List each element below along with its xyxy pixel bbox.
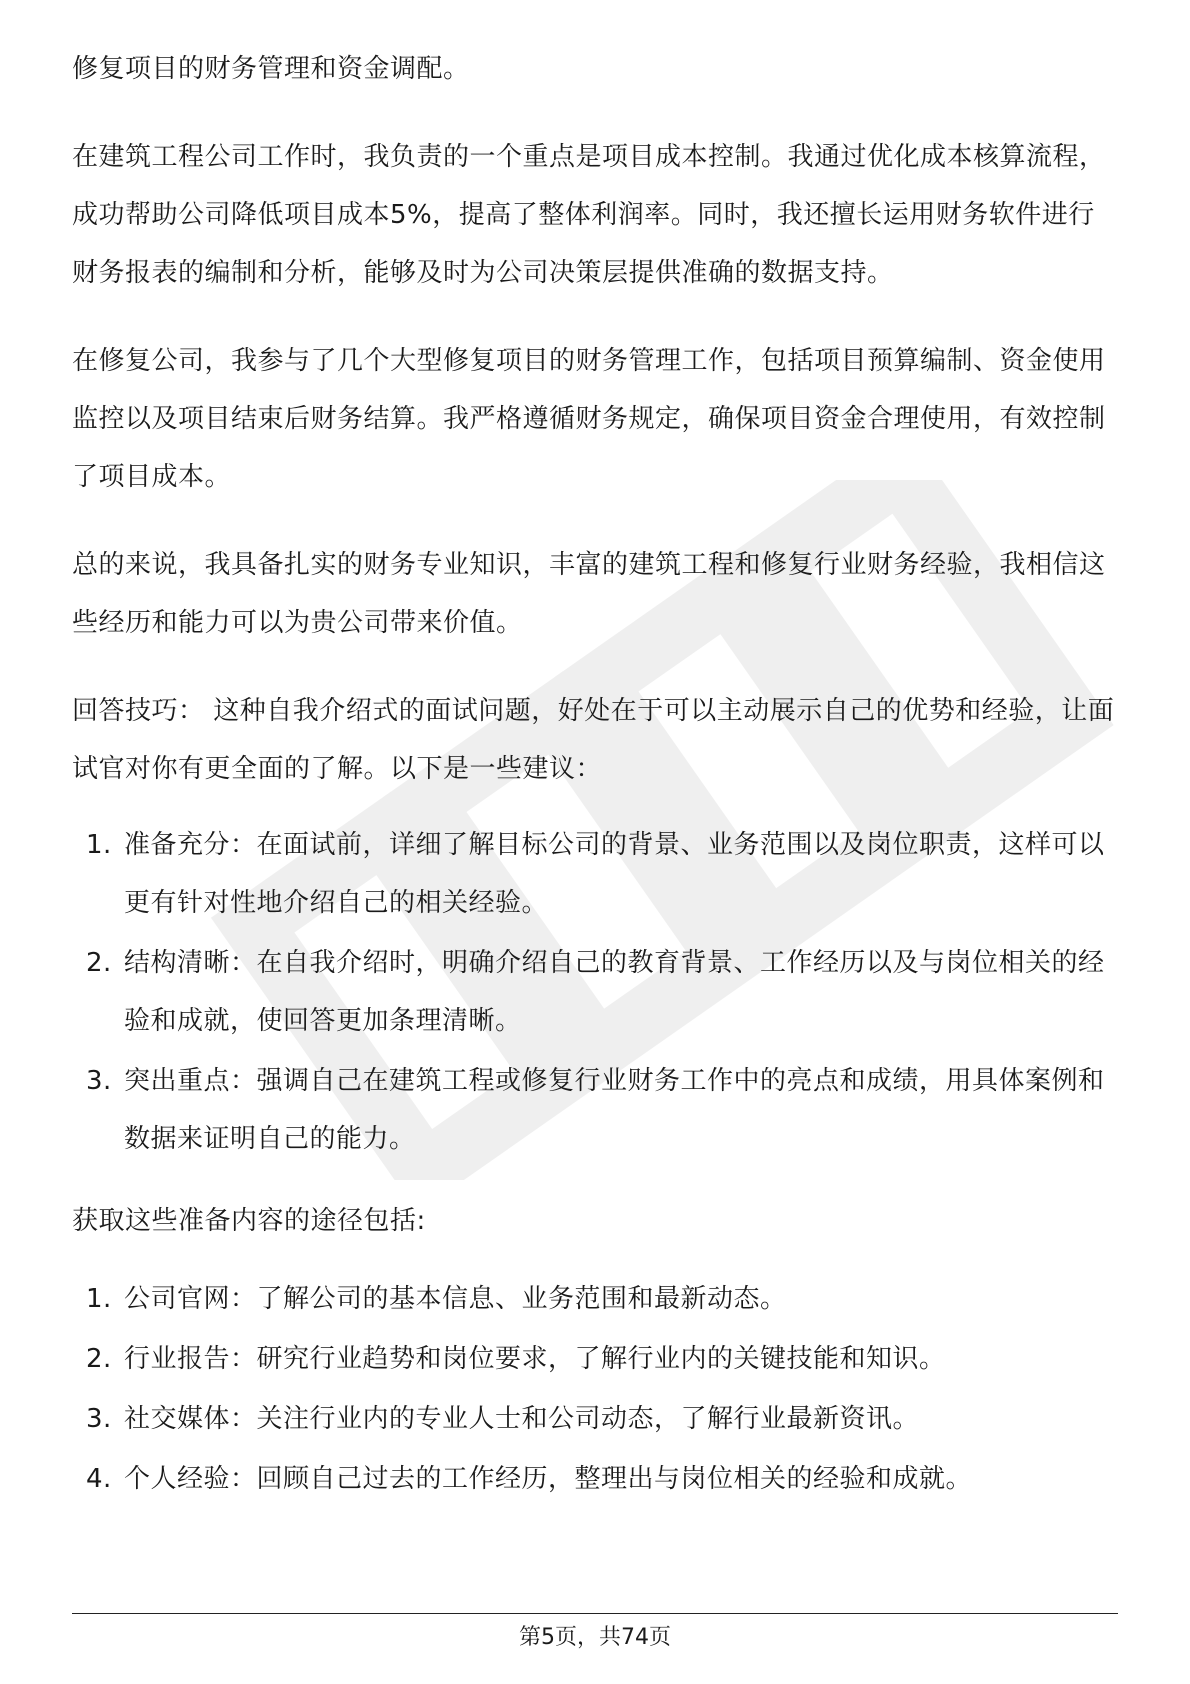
list-item-text: 个人经验：回顾自己过去的工作经历，整理出与岗位相关的经验和成就。 [124, 1464, 973, 1494]
paragraph-2: 在建筑工程公司工作时，我负责的一个重点是项目成本控制。我通过优化成本核算流程，成功帮助公司降低项目成本5%，提高了整体利润率。同时，我还擅长运用财务软件进行财务报表的编制和分析，能够及时为公司决策层提供准确的数据支持。 [72, 142, 1106, 288]
list-item-text: 公司官网：了解公司的基本信息、业务范围和最新动态。 [124, 1284, 787, 1314]
list-item-text: 结构清晰：在自我介绍时，明确介绍自己的教育背景、工作经历以及与岗位相关的经验和成就，使回答更加条理清晰。 [124, 948, 1105, 1036]
list-item [72, 1270, 1118, 1328]
list-item-text: 社交媒体：关注行业内的专业人士和公司动态，了解行业最新资讯。 [124, 1404, 920, 1434]
document-body [72, 40, 1118, 1532]
list-number: 4. [86, 1464, 112, 1494]
list-item [72, 1390, 1118, 1448]
sources-list [72, 1270, 1118, 1508]
list-number: 2. [86, 1344, 112, 1374]
page-number: 第5页，共74页 [519, 1625, 671, 1650]
paragraph-3: 在修复公司，我参与了几个大型修复项目的财务管理工作，包括项目预算编制、资金使用监控以及项目结束后财务结算。我严格遵循财务规定，确保项目资金合理使用，有效控制了项目成本。 [72, 346, 1106, 492]
paragraph-4: 总的来说，我具备扎实的财务专业知识，丰富的建筑工程和修复行业财务经验，我相信这些经历和能力可以为贵公司带来价值。 [72, 550, 1106, 638]
answer-tips-paragraph: 回答技巧： 这种自我介绍式的面试问题，好处在于可以主动展示自己的优势和经验，让面试官对你有更全面的了解。以下是一些建议： [72, 696, 1115, 784]
list-item-text: 突出重点：强调自己在建筑工程或修复行业财务工作中的亮点和成绩，用具体案例和数据来证明自己的能力。 [124, 1066, 1105, 1154]
list-number: 1. [86, 1284, 112, 1314]
list-item [72, 1052, 1118, 1168]
list-number: 1. [86, 830, 112, 860]
list-item-text: 准备充分：在面试前，详细了解目标公司的背景、业务范围以及岗位职责，这样可以更有针对性地介绍自己的相关经验。 [124, 830, 1105, 918]
list-number: 3. [86, 1066, 112, 1096]
paragraph-1: 修复项目的财务管理和资金调配。 [72, 54, 470, 84]
footer-divider [72, 1613, 1118, 1614]
list-item [72, 934, 1118, 1050]
tips-list [72, 816, 1118, 1168]
list-number: 3. [86, 1404, 112, 1434]
list-item [72, 1330, 1118, 1388]
sources-intro: 获取这些准备内容的途径包括: [72, 1206, 426, 1236]
list-number: 2. [86, 948, 112, 978]
list-item-text: 行业报告：研究行业趋势和岗位要求，了解行业内的关键技能和知识。 [124, 1344, 946, 1374]
list-item [72, 1450, 1118, 1508]
list-item [72, 816, 1118, 932]
